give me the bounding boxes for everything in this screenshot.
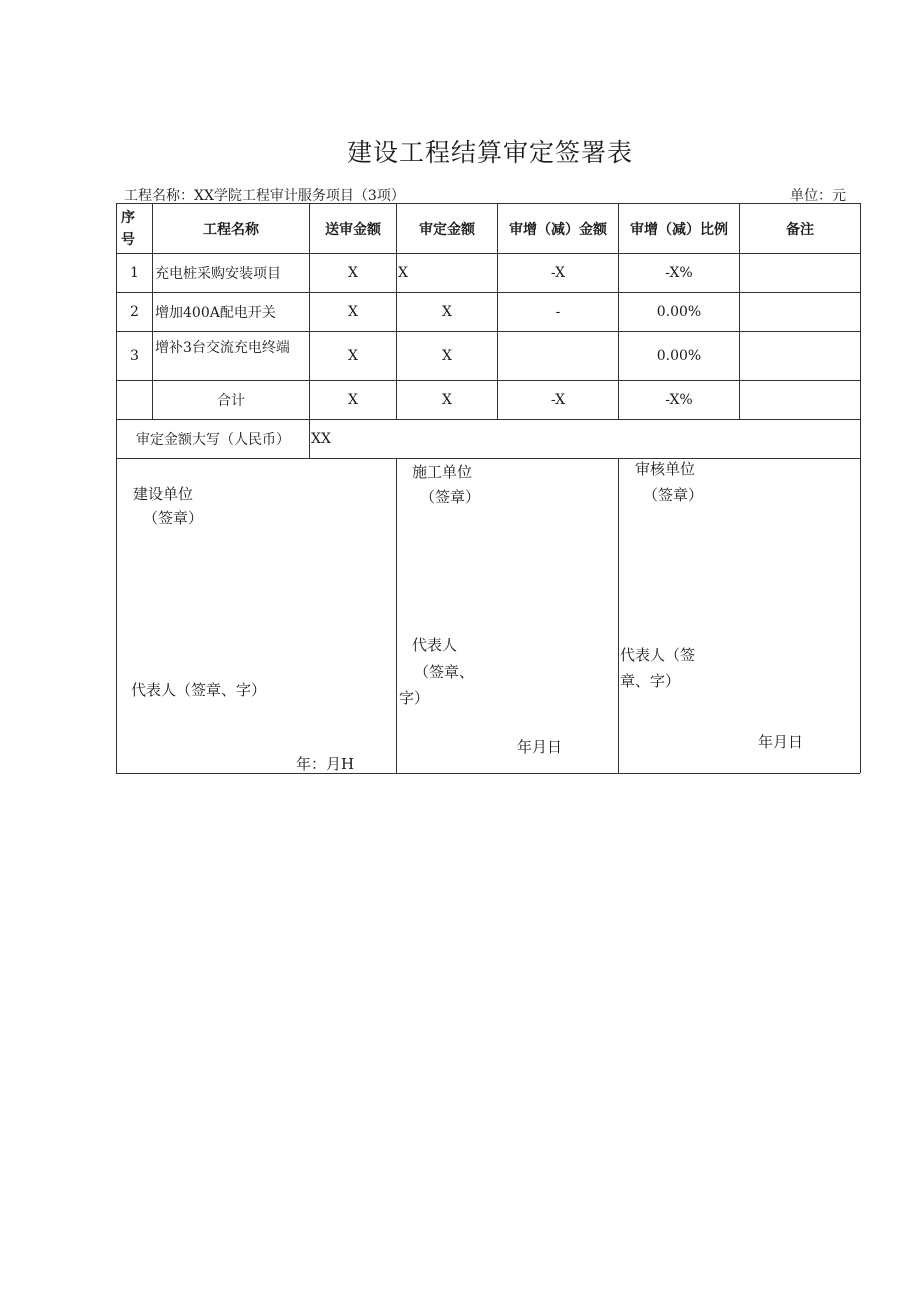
row-note: [740, 254, 860, 292]
grid-line: [618, 458, 619, 773]
header-project-name: 工程名称: [203, 221, 259, 238]
contractor-unit: 施工单位: [412, 463, 473, 481]
total-diff: -X: [550, 392, 566, 408]
header-approved-amount: 审定金额: [419, 221, 475, 238]
row-diff: [498, 332, 618, 380]
row-seq: 2: [130, 304, 139, 320]
row-approved: X: [442, 348, 452, 364]
row-diff: -: [555, 304, 561, 320]
auditor-date: 年月日: [758, 733, 804, 751]
row-submitted: X: [348, 304, 358, 320]
row-name: 增加400A配电开关: [155, 305, 276, 321]
auditor-seal: （签章）: [643, 486, 704, 504]
row-diff: -X: [550, 265, 566, 281]
owner-representative: 代表人（签章、字）: [131, 681, 267, 699]
row-submitted: X: [348, 348, 358, 364]
auditor-representative: 代表人（签: [620, 646, 696, 664]
header-seq-top: 序: [121, 209, 135, 226]
auditor-representative-sign: 章、字）: [620, 672, 681, 690]
row-approved: X: [398, 265, 408, 281]
header-submitted-amount: 送审金额: [325, 221, 381, 238]
project-name-label: 工程名称：XX学院工程审计服务项目（3项）: [124, 188, 405, 204]
row-ratio: 0.00%: [656, 304, 702, 320]
header-diff-amount: 审增（减）金额: [509, 221, 607, 238]
grid-line: [116, 458, 860, 459]
contractor-representative-sign: 字）: [399, 689, 430, 707]
row-submitted: X: [348, 265, 358, 281]
row-ratio: 0.00%: [656, 348, 702, 364]
contractor-seal: （签章）: [420, 488, 481, 506]
header-note: 备注: [786, 221, 814, 238]
row-note: [740, 293, 860, 331]
grid-line: [116, 773, 860, 774]
total-submitted: X: [348, 392, 358, 408]
row-name: 充电桩采购安装项目: [155, 266, 281, 282]
auditor-unit: 审核单位: [635, 460, 696, 478]
page-title: 建设工程结算审定签署表: [346, 138, 633, 167]
grid-line: [860, 203, 861, 773]
owner-date: 年：月H: [296, 755, 355, 773]
contractor-date: 年月日: [517, 738, 563, 756]
header-seq: [117, 204, 139, 253]
unit-label: 单位：元: [790, 188, 846, 204]
total-label: 合计: [217, 393, 245, 409]
owner-seal: （签章）: [143, 509, 204, 527]
header-diff-ratio: 审增（减）比例: [630, 221, 728, 238]
capital-amount-label: 审定金额大写（人民币）: [136, 432, 290, 448]
total-ratio: -X%: [665, 392, 693, 408]
contractor-representative: 代表人: [412, 636, 458, 654]
row-seq: 3: [130, 348, 139, 364]
row-ratio: -X%: [665, 265, 693, 281]
total-approved: X: [442, 392, 452, 408]
row-seq: 1: [130, 265, 139, 281]
contractor-representative-seal: （签章、: [414, 663, 475, 681]
row-approved: X: [442, 304, 452, 320]
row-note: [740, 332, 860, 380]
owner-unit: 建设单位: [133, 485, 194, 503]
row-name: 增补3台交流充电终端: [155, 340, 290, 356]
grid-line: [396, 458, 397, 773]
header-seq-bottom: 号: [121, 231, 135, 248]
capital-amount-value: XX: [311, 431, 331, 447]
